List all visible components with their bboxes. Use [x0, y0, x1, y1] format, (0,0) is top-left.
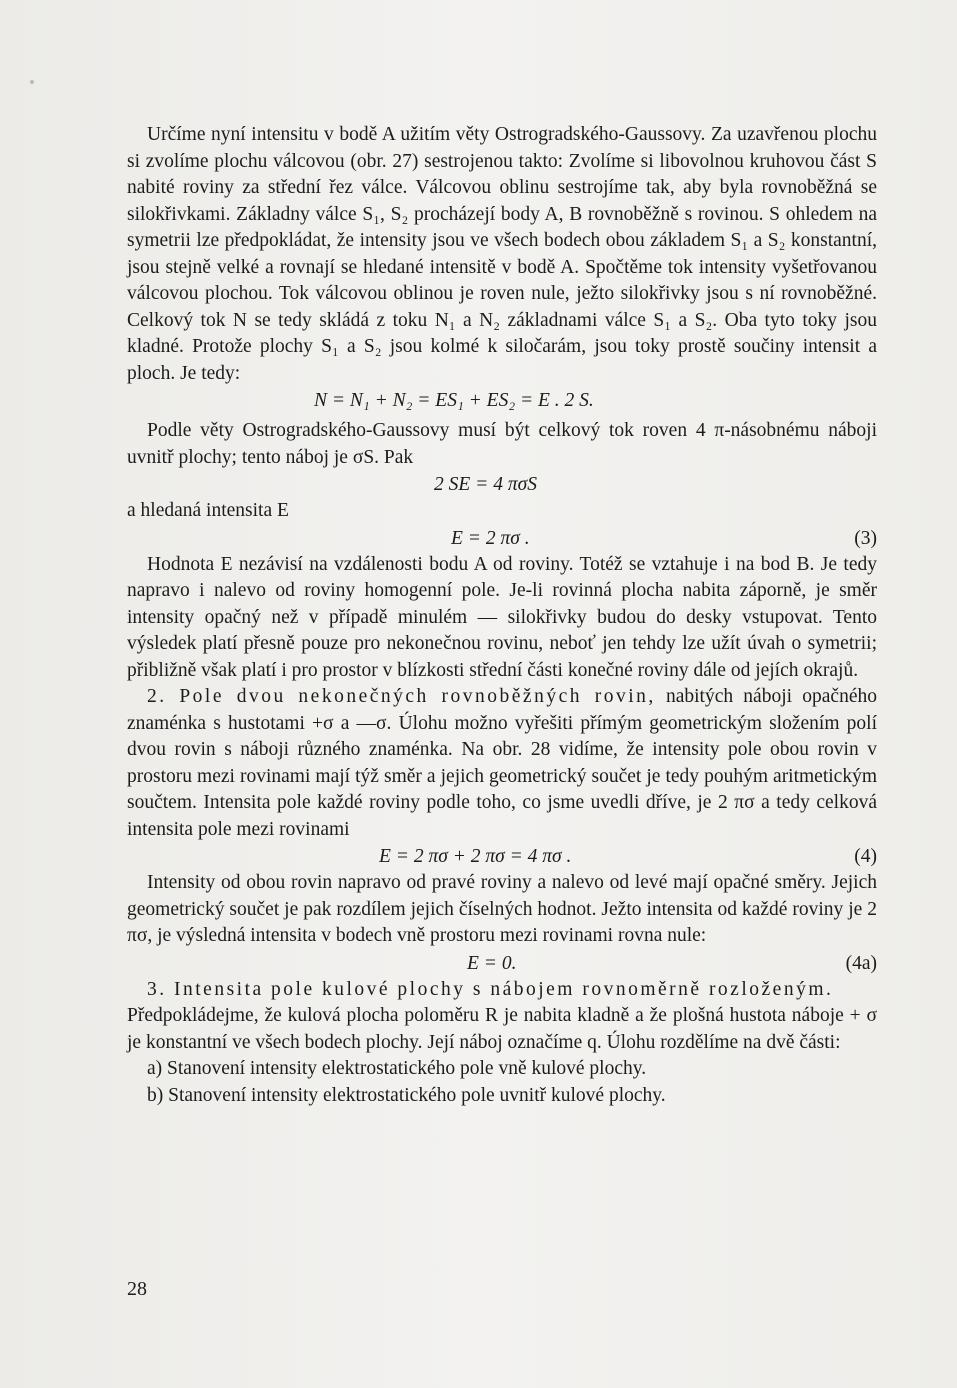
- formula-4-row: [127, 843, 877, 870]
- page-number: 28: [127, 1278, 147, 1300]
- list-item-b: b) Stanovení intensity elektrostatického pole uvnitř kulové plochy.: [147, 1084, 666, 1106]
- paragraph-3: a hledaná intensita E: [127, 500, 289, 521]
- formula-3-row: [127, 525, 877, 552]
- formula-1-row: [127, 387, 877, 414]
- paragraph-1: Určíme nyní intensitu v bodě A užitím věty Ostrogradského-Gaussovy. Za uzavřenou plochu si zvolíme plochu válcovou (obr. 27) sestrojenou takto: Zvolíme si libovolnou kruhovou část S nabité roviny za střední řez válce. Válcovou oblinu sestrojíme tak, aby byla rovnoběžná se silokřivkami. Základny válce S₁, S₂ procházejí body A, B rovnoběžně s rovinou. S ohledem na symetrii lze předpokládat, že intensity jsou ve všech bodech obou základem S₁ a S₂ konstantní, jsou stejně velké a rovnají se hledané intensitě v bodě A. Spočtěme tok intensity vyšetřovanou válcovou plochou. Tok válcovou oblinou je roven nule, ježto silokřivky jsou s ní rovnoběžné. Celkový tok N se tedy skládá z toku N₁ a N₂ základnami válce S₁ a S₂. Oba tyto toky jsou kladné. Protože plochy S₁ a S₂ jsou kolmé k siločarám, jsou toky prostě součiny intensit a ploch. Je tedy:: [127, 124, 877, 384]
- formula-5: E = 0.: [467, 952, 517, 974]
- paragraph-4: Hodnota E nezávisí na vzdálenosti bodu A od roviny. Totéž se vztahuje i na bod B. Je tedy napravo i nalevo od roviny homogenní pole. Je-li rovinná plocha nabita záporně, je směr intensity opačný než v případě minulém — silokřivky budou do desky vstupovat. Tento výsledek platí přesně pouze pro nekonečnou rovinu, neboť jen tehdy lze užít úvah o symetrii; přibližně však platí i pro prostor v blízkosti střední části konečné roviny dále od jejích okrajů.: [127, 553, 877, 681]
- formula-1: N = N₁ + N₂ = ES₁ + ES₂ = E . 2 S.: [314, 390, 594, 411]
- formula-3: E = 2 πσ .: [451, 527, 530, 549]
- section-3-heading: 3. Intensita pole kulové plochy s nábojem rovnoměrně rozloženým.: [147, 978, 834, 1000]
- formula-2: 2 SE = 4 πσS: [434, 474, 537, 495]
- list-item-a: a) Stanovení intensity elektrostatického pole vně kulové plochy.: [147, 1058, 647, 1079]
- section-2-heading: 2. Pole dvou nekonečných rovnoběžných rovin,: [147, 686, 656, 707]
- page-content: [127, 122, 877, 1109]
- section-2-text: nabitých náboji opačného znaménka s hustotami +σ a —σ. Úlohu možno vyřešiti přímým geometrickým složením polí dvou rovin s náboji různého znaménka. Na obr. 28 vidíme, že intensity pole obou rovin v prostoru mezi rovinami mají týž směr a jejich geometrický součet je tedy pouhým aritmetickým součtem. Intensita pole každé roviny podle toho, co jsme uvedli dříve, je 2 πσ a tedy celková intensita pole mezi rovinami: [127, 686, 877, 840]
- formula-3-number: (3): [854, 527, 877, 549]
- formula-5-row: [127, 950, 877, 977]
- formula-5-number: (4a): [845, 952, 877, 974]
- section-2: [127, 684, 877, 843]
- section-3-text: Předpokládejme, že kulová plocha poloměru R je nabita kladně a že plošná hustota náboje + σ je konstantní ve všech bodech plochy. Její náboj označíme q. Úlohu rozdělíme na dvě části:: [127, 1005, 877, 1053]
- paper-speck: [30, 80, 34, 84]
- section-3-heading-line: [127, 977, 877, 1004]
- paragraph-2: Podle věty Ostrogradského-Gaussovy musí být celkový tok roven 4 π-násobnému náboji uvnitř plochy; tento náboj je σS. Pak: [127, 420, 877, 468]
- formula-2-row: [127, 471, 877, 498]
- paragraph-5: Intensity od obou rovin napravo od pravé roviny a nalevo od levé mají opačné směry. Jejich geometrický součet je pak rozdílem jejich číselných hodnot. Ježto intensita od každé roviny je 2 πσ, je výsledná intensita v bodech vně prostoru mezi rovinami rovna nule:: [127, 872, 877, 946]
- formula-4: E = 2 πσ + 2 πσ = 4 πσ .: [379, 846, 572, 867]
- formula-4-number: (4): [854, 846, 877, 867]
